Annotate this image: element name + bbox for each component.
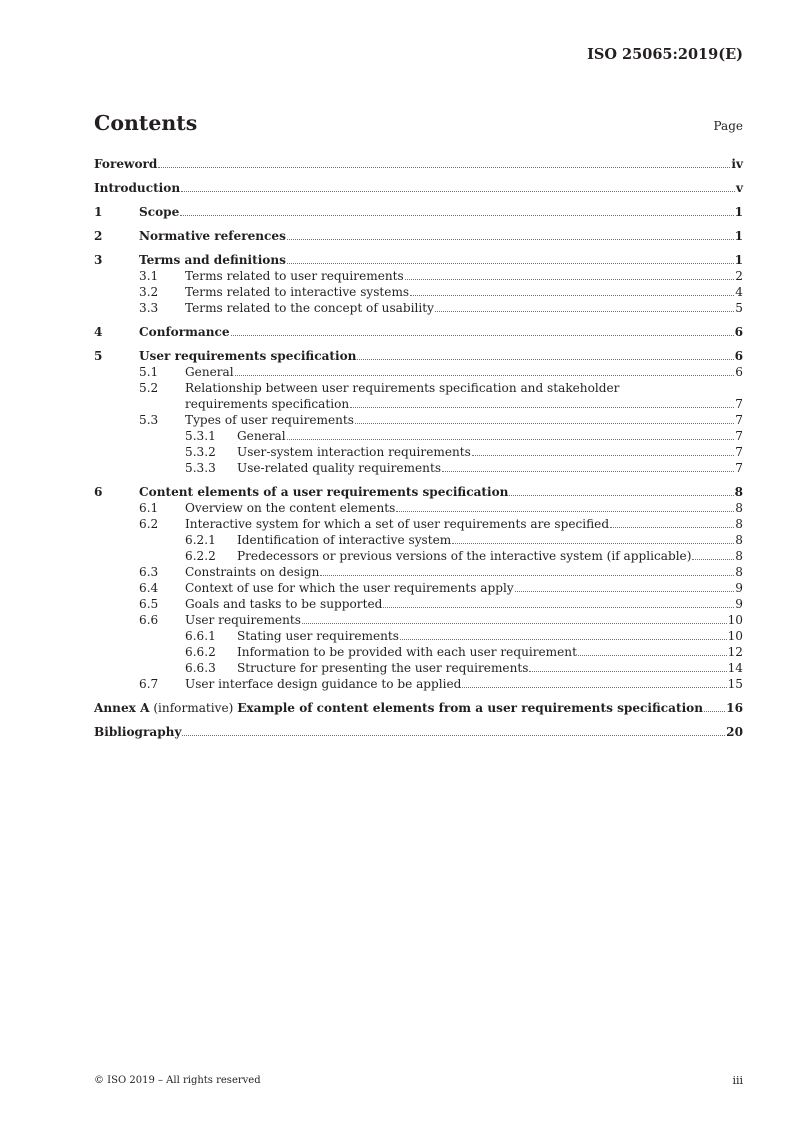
dot-leader — [357, 348, 733, 360]
toc-entry-page: 1 — [734, 253, 743, 267]
toc-entry-title: Context of use for which the user requirements apply — [185, 581, 514, 595]
dot-leader — [181, 180, 735, 192]
dot-leader — [472, 444, 734, 456]
toc-entry-number: 3.1 — [139, 269, 159, 283]
toc-entry-number: 3 — [94, 253, 103, 267]
annex-qualifier: (informative) — [149, 701, 238, 715]
document-code: ISO 25065:2019(E) — [587, 46, 743, 63]
toc-entry-number: 6.6.1 — [185, 629, 216, 643]
toc-entry-title: Constraints on design — [185, 565, 320, 579]
toc-entry-title: Types of user requirements — [185, 413, 354, 427]
toc-entry-page: 8 — [735, 549, 743, 563]
toc-entry-page: 1 — [734, 229, 743, 243]
toc-entry-number: 2 — [94, 229, 103, 243]
toc-entry-page: 7 — [735, 397, 743, 411]
page-column-label: Page — [713, 119, 743, 133]
toc-entry[interactable] — [94, 596, 743, 612]
toc-entry[interactable] — [94, 204, 743, 220]
dot-leader — [405, 268, 735, 280]
toc-entry[interactable] — [94, 564, 743, 580]
toc-entry-page: 4 — [735, 285, 743, 299]
toc-entry-title: Predecessors or previous versions of the interactive system (if applicable) — [237, 549, 692, 563]
dot-leader — [287, 252, 734, 264]
toc-entry-number: 6.4 — [139, 581, 159, 595]
dot-leader — [692, 548, 734, 560]
dot-leader — [515, 580, 735, 592]
toc-entry[interactable] — [94, 428, 743, 444]
dot-leader — [442, 460, 734, 472]
toc-entry-title: Overview on the content elements — [185, 501, 396, 515]
toc-entry-title: Terms related to the concept of usability — [185, 301, 434, 315]
toc-entry-number: 6.6.2 — [185, 645, 216, 659]
toc-entry-number: 5.2 — [139, 381, 159, 395]
toc-entry-page: 12 — [727, 645, 743, 659]
toc-entry[interactable] — [94, 532, 743, 548]
toc-entry-title: Example of content elements from a user requirements specification — [237, 701, 704, 715]
toc-entry-title: Use-related quality requirements — [237, 461, 442, 475]
toc-entry-title: Identification of interactive system — [237, 533, 452, 547]
toc-entry-page: 10 — [727, 629, 743, 643]
toc-entry-title: General — [185, 365, 234, 379]
dot-leader — [578, 644, 727, 656]
toc-entry-number: 6 — [94, 485, 103, 499]
toc-entry[interactable] — [94, 500, 743, 516]
toc-entry[interactable] — [94, 644, 743, 660]
toc-entry-title: Information to be provided with each user requirement — [237, 645, 577, 659]
toc-entry-title: User-system interaction requirements — [237, 445, 471, 459]
toc-entry-title: Terms related to user requirements — [185, 269, 404, 283]
toc-entry[interactable] — [94, 676, 743, 692]
toc-entry-page: 6 — [735, 365, 743, 379]
toc-entry-title: Terms and definitions — [139, 253, 286, 267]
toc-entry[interactable] — [94, 252, 743, 268]
toc-entry[interactable] — [94, 628, 743, 644]
toc-entry-title: User interface design guidance to be applied — [185, 677, 462, 691]
toc-entry-title: Structure for presenting the user requirements — [237, 661, 529, 675]
dot-leader — [396, 500, 734, 512]
toc-entry-title: Terms related to interactive systems — [185, 285, 410, 299]
annex-label: Annex A — [94, 701, 150, 715]
toc-entry-page: 9 — [735, 581, 743, 595]
toc-entry-page: 8 — [735, 565, 743, 579]
toc-entry[interactable] — [94, 444, 743, 460]
toc-entry[interactable] — [94, 516, 743, 532]
dot-leader — [182, 724, 725, 736]
toc-entry-number: 5.1 — [139, 365, 159, 379]
toc-entry-number: 3.2 — [139, 285, 159, 299]
toc-entry-title: Goals and tasks to be supported — [185, 597, 383, 611]
dot-leader — [180, 204, 733, 216]
toc-entry-page: 8 — [735, 517, 743, 531]
toc-entry-page: 7 — [735, 445, 743, 459]
toc-entry-number: 6.3 — [139, 565, 159, 579]
dot-leader — [452, 532, 734, 544]
toc-entry-number: 6.7 — [139, 677, 159, 691]
toc-entry-title: Interactive system for which a set of user requirements are specified — [185, 517, 610, 531]
toc-entry-number: 6.6.3 — [185, 661, 216, 675]
toc-entry-page: 5 — [735, 301, 743, 315]
dot-leader — [231, 324, 734, 336]
toc-entry-number: 4 — [94, 325, 103, 339]
dot-leader — [287, 228, 734, 240]
toc-entry-page: 7 — [735, 461, 743, 475]
toc-entry-page: 10 — [727, 613, 743, 627]
toc-entry[interactable] — [94, 284, 743, 300]
toc-entry-title: Content elements of a user requirements specification — [139, 485, 509, 499]
toc-entry-page: 1 — [734, 205, 743, 219]
toc-entry[interactable] — [94, 300, 743, 316]
toc-entry-title: User requirements specification — [139, 349, 357, 363]
toc-entry-page: 9 — [735, 597, 743, 611]
toc-entry-number: 3.3 — [139, 301, 159, 315]
toc-entry-page: 8 — [735, 501, 743, 515]
toc-entry-continuation[interactable] — [94, 396, 743, 412]
toc-entry-title: Scope — [139, 205, 180, 219]
dot-leader — [704, 700, 725, 712]
toc-entry-page: iv — [731, 157, 743, 171]
dot-leader — [435, 300, 734, 312]
toc-entry[interactable] — [94, 364, 743, 380]
toc-entry[interactable] — [94, 180, 743, 196]
toc-entry-title: Stating user requirements — [237, 629, 399, 643]
toc-entry-page: 6 — [734, 325, 743, 339]
toc-entry-page: 7 — [735, 429, 743, 443]
toc-entry-number: 5.3 — [139, 413, 159, 427]
toc-entry[interactable] — [94, 324, 743, 340]
toc-entry-page: 2 — [735, 269, 743, 283]
dot-leader — [287, 428, 735, 440]
toc-entry[interactable] — [94, 724, 743, 740]
toc-entry-number: 5.3.2 — [185, 445, 216, 459]
toc-entry-title: General — [237, 429, 286, 443]
toc-entry[interactable] — [94, 412, 743, 428]
toc-entry-title: Conformance — [139, 325, 230, 339]
dot-leader — [355, 412, 734, 424]
toc-entry[interactable] — [94, 660, 743, 676]
toc-entry-title: Foreword — [94, 157, 158, 171]
toc-entry-title: Relationship between user requirements specification and stakeholder — [185, 381, 620, 395]
toc-entry[interactable] — [94, 348, 743, 364]
toc-entry-page: 8 — [735, 533, 743, 547]
toc-entry-number: 1 — [94, 205, 103, 219]
dot-leader — [462, 676, 726, 688]
copyright-notice: © ISO 2019 – All rights reserved — [94, 1075, 261, 1086]
toc-entry-number: 6.1 — [139, 501, 159, 515]
toc-entry[interactable] — [94, 548, 743, 564]
toc-entry[interactable] — [94, 580, 743, 596]
toc-entry[interactable] — [94, 700, 743, 716]
toc-entry-title-continued: requirements specification — [185, 397, 350, 411]
toc-entry-number: 6.2 — [139, 517, 159, 531]
toc-entry[interactable] — [94, 228, 743, 244]
toc-entry-page: 16 — [726, 701, 743, 715]
dot-leader — [383, 596, 734, 608]
dot-leader — [610, 516, 734, 528]
toc-entry-number: 5.3.1 — [185, 429, 216, 443]
dot-leader — [400, 628, 727, 640]
table-of-contents — [94, 153, 743, 740]
dot-leader — [410, 284, 734, 296]
toc-entry-page: 14 — [727, 661, 743, 675]
toc-entry-title: Introduction — [94, 181, 181, 195]
toc-entry-title: Bibliography — [94, 725, 182, 739]
toc-entry-number: 5.3.3 — [185, 461, 216, 475]
dot-leader — [509, 484, 733, 496]
dot-leader — [158, 156, 730, 168]
toc-entry-page: 7 — [735, 413, 743, 427]
page-number: iii — [732, 1074, 743, 1087]
toc-entry[interactable] — [94, 380, 743, 396]
toc-entry-number: 6.2.2 — [185, 549, 216, 563]
toc-entry[interactable] — [94, 268, 743, 284]
toc-entry-page: 20 — [726, 725, 743, 739]
toc-entry-page: 6 — [734, 349, 743, 363]
toc-entry-number: 6.5 — [139, 597, 159, 611]
toc-entry[interactable] — [94, 156, 743, 172]
dot-leader — [302, 612, 727, 624]
toc-entry-page: v — [735, 181, 743, 195]
toc-entry-title: User requirements — [185, 613, 301, 627]
dot-leader — [320, 564, 734, 576]
toc-entry-number: 5 — [94, 349, 103, 363]
dot-leader — [529, 660, 726, 672]
toc-entry[interactable] — [94, 460, 743, 476]
toc-entry-title: Normative references — [139, 229, 286, 243]
toc-entry[interactable] — [94, 484, 743, 500]
dot-leader — [235, 364, 735, 376]
toc-entry-page: 15 — [727, 677, 743, 691]
dot-leader — [350, 396, 734, 408]
toc-entry-number: 6.2.1 — [185, 533, 216, 547]
toc-entry[interactable] — [94, 612, 743, 628]
toc-entry-page: 8 — [734, 485, 743, 499]
toc-entry-number: 6.6 — [139, 613, 159, 627]
contents-title: Contents — [94, 111, 198, 135]
